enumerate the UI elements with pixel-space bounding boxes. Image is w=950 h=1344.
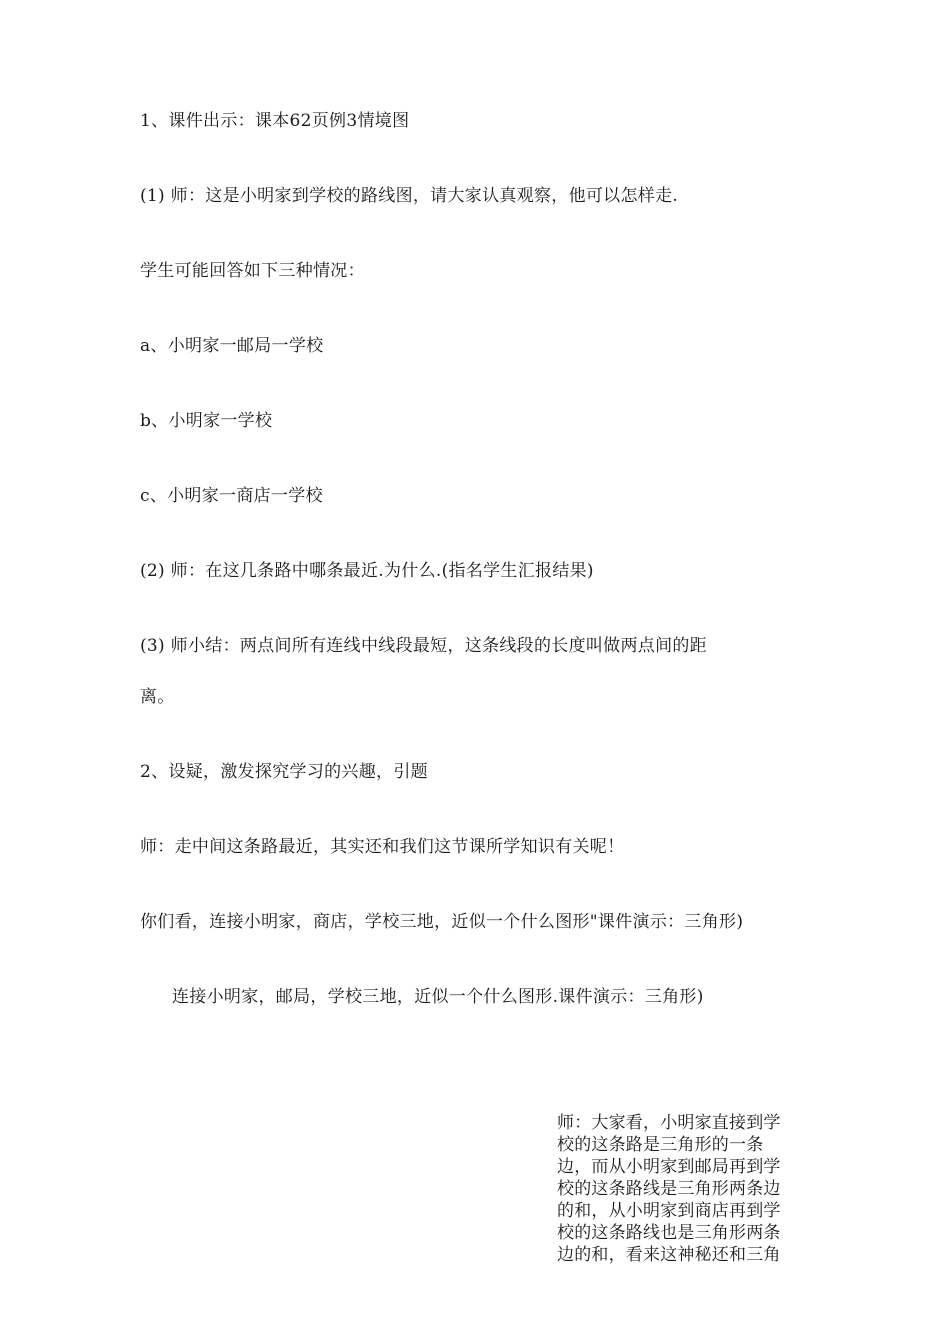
text-line-5: b、小明家一学校 [140,411,273,431]
side-note-line: 边，而从小明家到邮局再到学 [557,1157,781,1177]
text-line-11: 师：走中间这条路最近，其实还和我们这节课所学知识有关呢！ [140,837,625,857]
side-note-line: 师：大家看，小明家直接到学 [557,1113,781,1133]
side-note-line: 校的这条路线也是三角形两条 [557,1223,781,1243]
text-line-8: (3) 师小结：两点间所有连线中线段最短，这条线段的长度叫做两点间的距 [140,636,707,656]
side-note-line: 校的这条路线是三角形两条边 [557,1179,781,1199]
side-note-line: 校的这条路是三角形的一条 [557,1135,764,1155]
text-line-4: a、小明家一邮局一学校 [140,336,324,356]
text-line-9: 离。 [140,687,175,707]
side-note-line: 边的和，看来这神秘还和三角 [557,1245,781,1265]
text-line-3: 学生可能回答如下三种情况： [140,261,365,281]
text-line-10: 2、设疑，激发探究学习的兴趣，引题 [140,762,428,782]
text-line-1: 1、课件出示：课本62页例3情境图 [140,111,410,131]
text-line-13: 连接小明家，邮局，学校三地，近似一个什么图形.课件演示：三角形) [172,987,704,1007]
side-note-textbox [557,1112,813,1266]
text-line-6: c、小明家一商店一学校 [140,486,323,506]
side-note-line: 的和，从小明家到商店再到学 [557,1201,781,1221]
text-line-2: (1) 师：这是小明家到学校的路线图，请大家认真观察，他可以怎样走. [140,186,679,206]
text-line-7: (2) 师：在这几条路中哪条最近.为什么.(指名学生汇报结果) [140,561,594,581]
text-line-12: 你们看，连接小明家，商店，学校三地，近似一个什么图形"课件演示：三角形) [140,912,744,932]
